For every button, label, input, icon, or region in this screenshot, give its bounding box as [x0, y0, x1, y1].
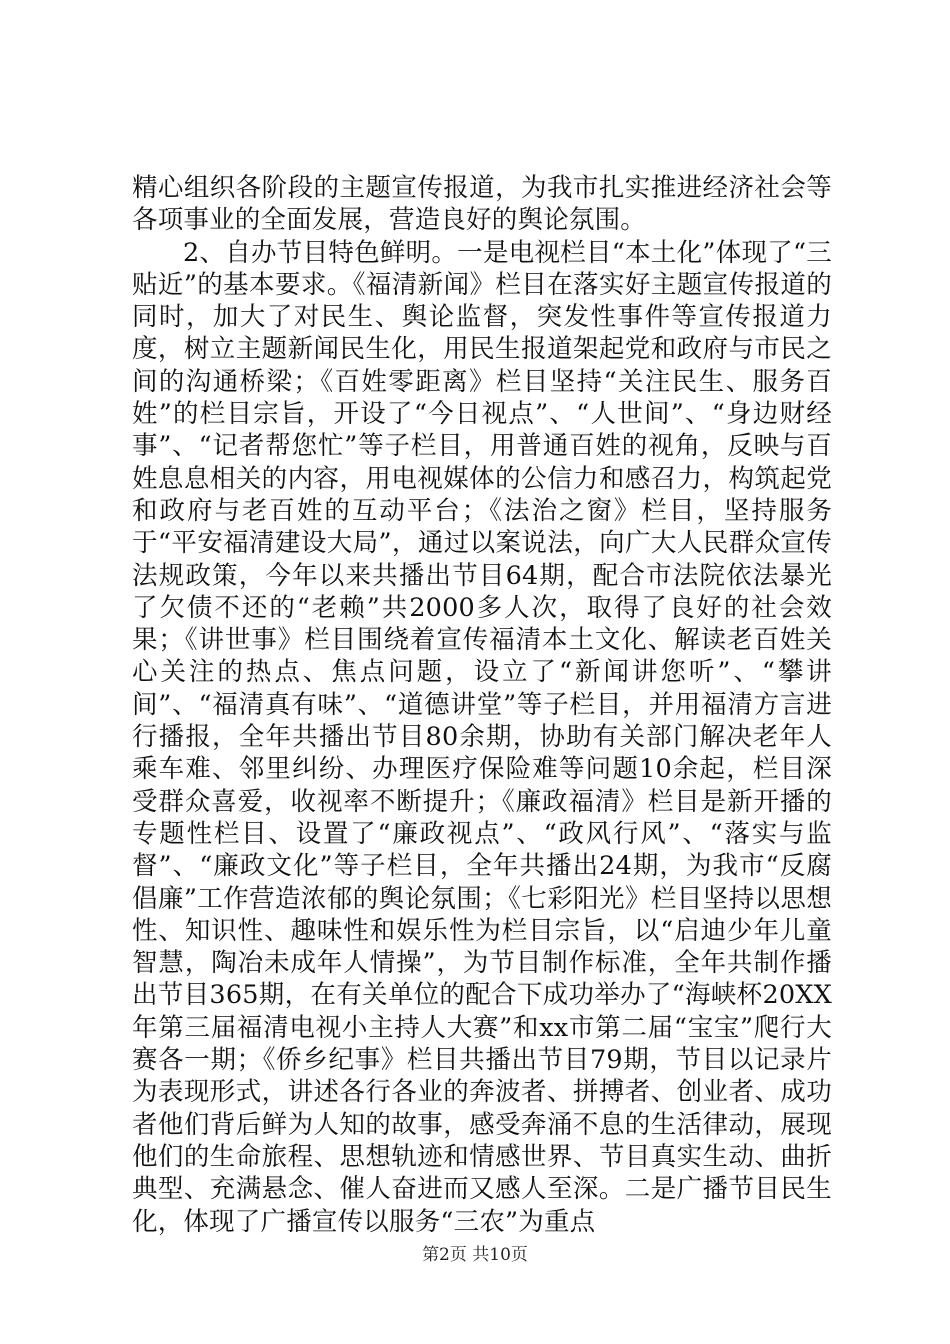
- document-body: [132, 172, 832, 1238]
- paragraph-self-produced-programs: 2、自办节目特色鲜明。一是电视栏目“本土化”体现了“三贴近”的基本要求。《福清新闻》栏目在落实好主题宣传报道的同时，加大了对民生、舆论监督，突发性事件等宣传报道力度，树立主题新闻民生化，用民生报道架起党和政府与市民之间的沟通桥梁；《百姓零距离》栏目坚持“关注民生、服务百姓”的栏目宗旨，开设了“今日视点”、“人世间”、“身边财经事”、“记者帮您忙”等子栏目，用普通百姓的视角，反映与百姓息息相关的内容，用电视媒体的公信力和感召力，构筑起党和政府与老百姓的互动平台；《法治之窗》栏目，坚持服务于“平安福清建设大局”，通过以案说法，向广大人民群众宣传法规政策，今年以来共播出节目64期，配合市法院依法暴光了欠债不还的“老赖”共2000多人次，取得了良好的社会效果；《讲世事》栏目围绕着宣传福清本土文化、解读老百姓关心关注的热点、焦点问题，设立了“新闻讲您听”、“攀讲间”、“福清真有味”、“道德讲堂”等子栏目，并用福清方言进行播报，全年共播出节目80余期，协助有关部门解决老年人乘车难、邻里纠纷、办理医疗保险难等问题10余起，栏目深受群众喜爱，收视率不断提升；《廉政福清》栏目是新开播的专题性栏目、设置了“廉政视点”、“政风行风”、“落实与监督”、“廉政文化”等子栏目，全年共播出24期，为我市“反腐倡廉”工作营造浓郁的舆论氛围；《七彩阳光》栏目坚持以思想性、知识性、趣味性和娱乐性为栏目宗旨，以“启迪少年儿童智慧，陶冶未成年人情操”，为节目制作标准，全年共制作播出节目365期，在有关单位的配合下成功举办了“海峡杯20XX年第三届福清电视小主持人大赛”和xx市第二届“宝宝”爬行大赛各一期；《侨乡纪事》栏目共播出节目79期，节目以记录片为表现形式，讲述各行各业的奔波者、拼搏者、创业者、成功者他们背后鲜为人知的故事，感受奔涌不息的生活律动，展现他们的生命旅程、思想轨迹和情感世界、节目真实生动、曲折典型、充满悬念、催人奋进而又感人至深。二是广播节目民生化，体现了广播宣传以服务“三农”为重点: [132, 237, 832, 1237]
- page-footer: 第2页 共10页: [422, 1245, 528, 1265]
- paragraph-continuation: 精心组织各阶段的主题宣传报道，为我市扎实推进经济社会等各项事业的全面发展，营造良好的舆论氛围。: [132, 173, 832, 236]
